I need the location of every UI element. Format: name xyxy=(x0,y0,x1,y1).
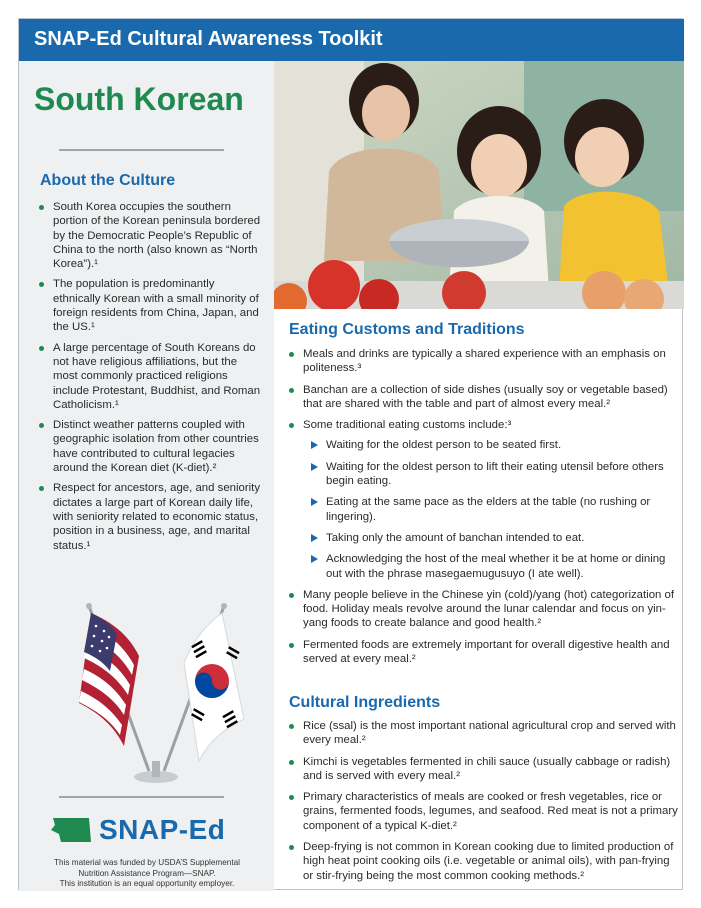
about-item: Respect for ancestors, age, and seniority dictates a large part of Korean daily life, with seniority related to economic status, position in a business, age, and marital status.¹ xyxy=(39,481,264,552)
ingredient-item: Primary characteristics of meals are cooked or fresh vegetables, rice or grains, fermented foods, legumes, and seafood. Red meat is not a primary component of a typical K-diet.² xyxy=(289,790,679,833)
customs-list xyxy=(311,438,679,580)
about-item: Distinct weather patterns coupled with geographic isolation from other countries have contributed to cultural legacies around the Korean diet (K-diet).² xyxy=(39,418,264,475)
eating-item xyxy=(289,418,679,581)
eating-item: Meals and drinks are typically a shared experience with an emphasis on politeness.³ xyxy=(289,347,679,376)
custom-item: Waiting for the oldest person to lift their eating utensil before others begin eating. xyxy=(311,460,679,489)
logo-text: SNAP-Ed xyxy=(99,814,226,845)
family-cooking-photo xyxy=(274,61,684,309)
left-column xyxy=(19,61,274,891)
country-title: South Korean xyxy=(34,81,244,117)
eating-list xyxy=(289,347,679,673)
custom-item: Taking only the amount of banchan intended to eat. xyxy=(311,531,679,545)
washington-state-icon xyxy=(49,816,93,844)
custom-item: Eating at the same pace as the elders at the table (no rushing or lingering). xyxy=(311,495,679,524)
ingredients-list xyxy=(289,719,679,890)
flags-illustration xyxy=(44,601,254,791)
eating-item: Fermented foods are extremely important for overall digestive health and served at every meal.² xyxy=(289,638,679,667)
snap-ed-logo xyxy=(49,814,225,846)
footnote-line: Nutrition Assistance Program—SNAP. xyxy=(78,868,216,878)
ingredient-item: Rice (ssal) is the most important national agricultural crop and served with every meal.² xyxy=(289,719,679,748)
about-list xyxy=(39,200,264,559)
about-item: A large percentage of South Koreans do not have religious affiliations, but the most commonly practiced religions include Protestant, Buddhist, and Roman Catholicism.¹ xyxy=(39,341,264,412)
us-flag-icon xyxy=(79,613,139,746)
eating-heading: Eating Customs and Traditions xyxy=(289,321,525,338)
logo-divider xyxy=(59,796,224,798)
toolkit-banner xyxy=(19,19,684,61)
footnote-line: This material was funded by USDA’S Supplemental xyxy=(54,858,240,867)
about-heading: About the Culture xyxy=(40,172,176,189)
custom-item: Waiting for the oldest person to be seated first. xyxy=(311,438,679,452)
eating-item-text: Some traditional eating customs include:³ xyxy=(303,419,512,432)
south-korea-flag-icon xyxy=(184,613,244,761)
ingredients-heading: Cultural Ingredients xyxy=(289,694,441,711)
ingredient-item: Kimchi is vegetables fermented in chili sauce (usually cabbage or radish) and is served with every meal.² xyxy=(289,755,679,784)
about-item: South Korea occupies the southern portion of the Korean peninsula bordered by the Democratic People’s Republic of China to the north (also known as “North Korea”).¹ xyxy=(39,200,264,271)
title-divider xyxy=(59,149,224,151)
about-item: The population is predominantly ethnically Korean with a small minority of foreign residents from China, Japan, and the US.¹ xyxy=(39,277,264,334)
eating-item: Many people believe in the Chinese yin (cold)/yang (hot) categorization of food. Holiday meals revolve around the lunar calendar and focus on yin-yang foods to create balance and good health.² xyxy=(289,588,679,631)
banner-title: SNAP-Ed Cultural Awareness Toolkit xyxy=(34,28,383,50)
footnote-line: This institution is an equal opportunity employer. xyxy=(59,879,235,888)
funding-footnote xyxy=(27,858,267,890)
custom-item: Acknowledging the host of the meal whether it be at home or dining out with the phrase masegaemugusuyo (I ate well). xyxy=(311,552,679,581)
ingredient-item: Deep-frying is not common in Korean cooking due to limited production of high heat point cooking oils (i.e. vegetable or animal oils), with pan-frying or stir-frying being the most common cooking methods.² xyxy=(289,840,679,883)
toolkit-page xyxy=(18,18,683,890)
eating-item: Banchan are a collection of side dishes (usually soy or vegetable based) that are shared with the table and part of almost every meal.² xyxy=(289,383,679,412)
